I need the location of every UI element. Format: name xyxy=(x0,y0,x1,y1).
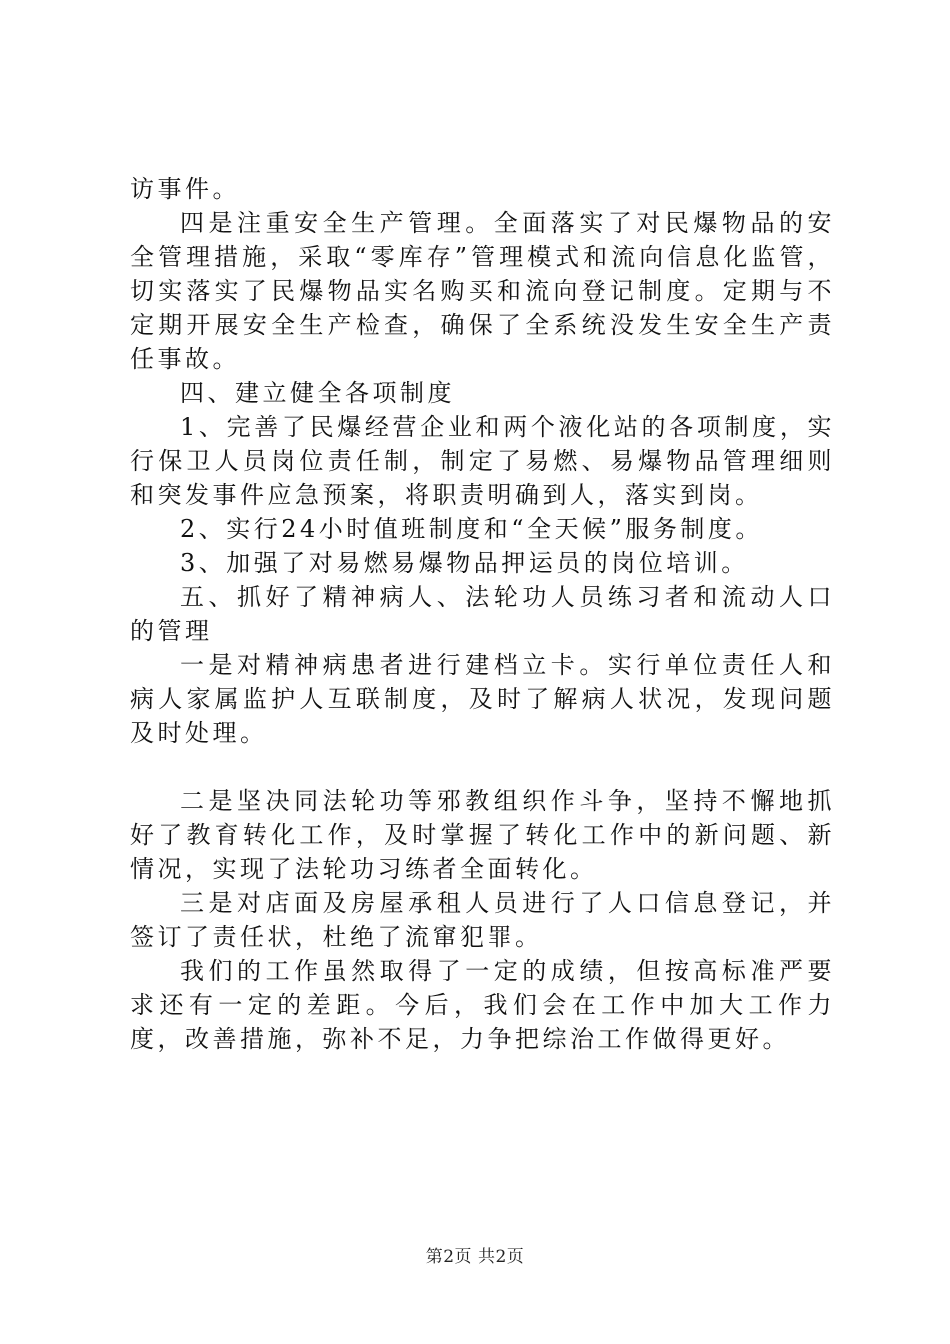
document-body xyxy=(130,172,835,1056)
paragraph-continuation: 访事件。 xyxy=(130,175,240,203)
paragraph-conclusion: 我们的工作虽然取得了一定的成绩，但按高标准严要求还有一定的差距。今后，我们会在工作中加大工作力度，改善措施，弥补不足，力争把综治工作做得更好。 xyxy=(130,957,835,1053)
section-heading-management: 五、抓好了精神病人、法轮功人员练习者和流动人口的管理 xyxy=(130,583,835,645)
paragraph-item-1: 1、完善了民爆经营企业和两个液化站的各项制度，实行保卫人员岗位责任制，制定了易燃、易爆物品管理细则和突发事件应急预案，将职责明确到人，落实到岗。 xyxy=(130,413,835,509)
section-heading-systems: 四、建立健全各项制度 xyxy=(180,379,455,407)
paragraph-safety-management: 四是注重安全生产管理。全面落实了对民爆物品的安全管理措施，采取“零库存”管理模式和流向信息化监管，切实落实了民爆物品实名购买和流向登记制度。定期与不定期开展安全生产检查，确保了全系统没发生安全生产责任事故。 xyxy=(130,209,835,373)
paragraph-item-2: 2、实行24小时值班制度和“全天候”服务制度。 xyxy=(180,515,763,543)
paragraph-item-3: 3、加强了对易燃易爆物品押运员的岗位培训。 xyxy=(180,549,749,577)
page-number-footer: 第2页 共2页 xyxy=(425,1247,525,1267)
paragraph-cult-conversion: 二是坚决同法轮功等邪教组织作斗争，坚持不懈地抓好了教育转化工作，及时掌握了转化工作中的新问题、新情况，实现了法轮功习练者全面转化。 xyxy=(130,787,835,883)
paragraph-tenant-registration: 三是对店面及房屋承租人员进行了人口信息登记，并签订了责任状，杜绝了流窜犯罪。 xyxy=(130,889,835,951)
paragraph-mental-patients: 一是对精神病患者进行建档立卡。实行单位责任人和病人家属监护人互联制度，及时了解病人状况，发现问题及时处理。 xyxy=(130,651,835,747)
